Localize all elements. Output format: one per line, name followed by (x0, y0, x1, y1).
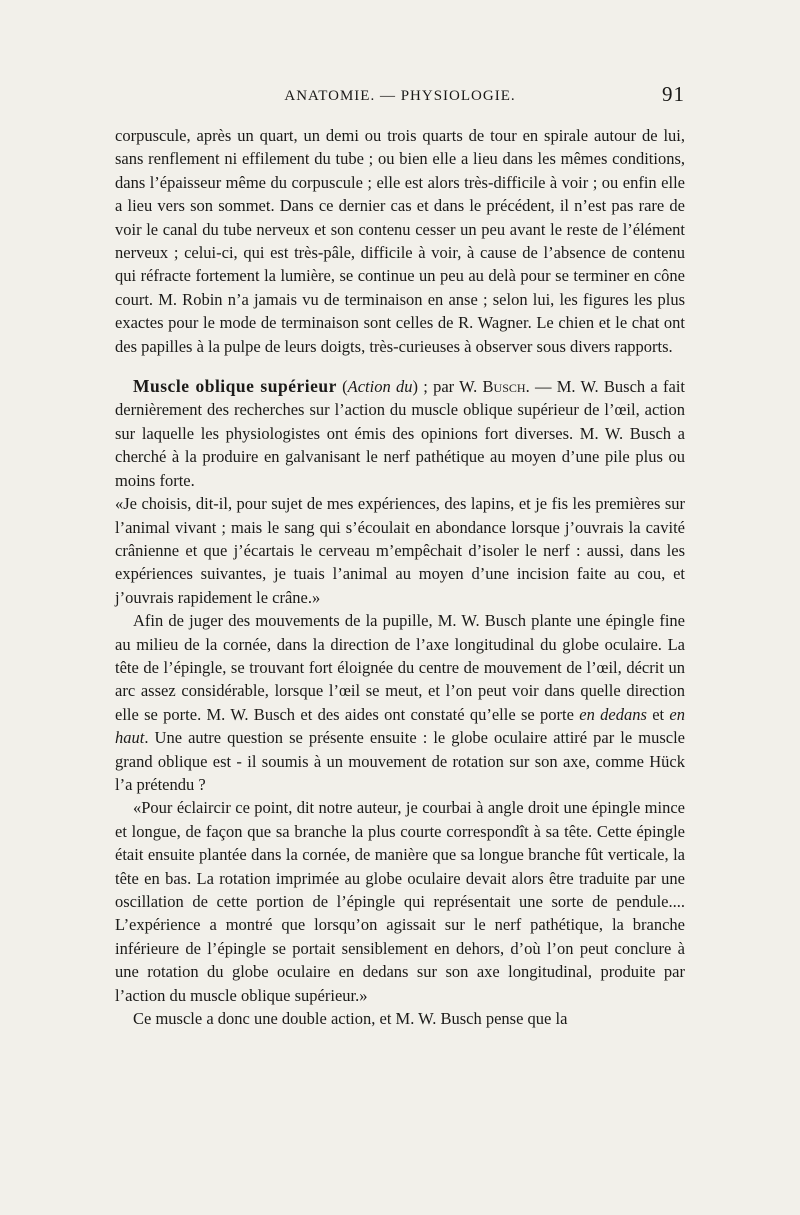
body-text (115, 124, 685, 1030)
italic-en-haut: en haut (115, 704, 685, 748)
page-number: 91 (662, 82, 685, 106)
paragraph-final: Ce muscle a donc une double action, et M. W. Busch pense que la (133, 1009, 568, 1029)
section-action-open: ( (336, 377, 348, 397)
running-head (115, 82, 685, 124)
paragraph-pupil (115, 609, 685, 796)
quote-paragraph-1: «Je choisis, dit-il, pour sujet de mes expériences, des lapins, et je fis les premières sur l’animal vivant ; mais le sang qui s’écoulait en abondance lorsque j’ouvrais la cavité crânienne et que j’écartais le cerveau m’empêchait d’isoler le nerf : aussi, dans les expériences suivantes, je tuais l’animal au moyen d’une incision faite au cou, et j’ouvrais rapidement le crâne.» (115, 494, 685, 607)
italic-en-dedans: en dedans (579, 704, 647, 724)
paragraph-continuation: corpuscule, après un quart, un demi ou trois quarts de tour en spirale autour de lui, sans renflement ni effilement du tube ; ou bien elle a lieu dans les mêmes conditions, dans l’épaisseur même du corpuscule ; elle est alors très-difficile à voir ; ou enfin elle a lieu vers son sommet. Dans ce dernier cas et dans le précédent, il n’est pas rare de voir le canal du tube nerveux et son contenu cesser un peu avant le reste de l’élément nerveux ; celui-ci, qui est très-pâle, difficile à voir, à cause de l’absence de contenu qui réfracte fortement la lumière, se continue un peu au delà pour se terminer en cône court. M. Robin n’a jamais vu de terminaison en anse ; selon lui, les figures les plus exactes pour le mode de terminaison sont celles de R. Wagner. Le chien et le chat ont des papilles à la pulpe de leurs doigts, très-curieuses à observer sous divers rapports. (115, 126, 685, 356)
section-paragraph (115, 375, 685, 492)
running-title: ANATOMIE. — PHYSIOLOGIE. (284, 88, 516, 104)
paragraph-pupil-middle: et (646, 704, 670, 724)
quote-paragraph-2: «Pour éclaircir ce point, dit notre auteur, je courbai à angle droit une épingle mince et longue, de façon que sa branche la plus courte correspondît à sa tête. Cette épingle était ensuite plantée dans la cornée, de manière que sa longue branche fût verticale, la tête en bas. La rotation imprimée au globe oculaire devait alors être traduite par une oscillation de cette portion de l’épingle qui représentait une sorte de pendule.... L’expérience a montré que lorsqu’on agissait sur le nerf pathétique, la branche inférieure de l’épingle se portait sensiblement en dehors, d’où l’on peut conclure à une rotation du globe oculaire en dedans sur son axe longitudinal, produite par l’action du muscle oblique supérieur.» (115, 798, 685, 1005)
section-action-italic: Action du (347, 377, 413, 397)
paragraph-pupil-before: Afin de juger des mouvements de la pupille, M. W. Busch plante une épingle fine au milieu de la cornée, dans la direction de l’axe longitudinal du globe oculaire. La tête de l’épingle, se trouvant fort éloignée du centre de mouvement de l’œil, décrit un arc assez considérable, lorsque l’œil se meut, et l’on peut voir dans quelle direction elle se porte. M. W. Busch et des aides ont constaté qu’elle se porte (115, 611, 685, 724)
section-author-period: . (525, 377, 530, 397)
section-body: — M. W. Busch a fait dernièrement des recherches sur l’action du muscle oblique supérieur de l’œil, action sur laquelle les physiologistes ont émis des opinions fort diverses. M. W. Busch a cherché à la produire en galvanisant le nerf pathétique au moyen d’une pile plus ou moins forte. (115, 377, 685, 490)
section-author: Busch (482, 377, 526, 397)
section-action-close: ) ; par W. (412, 377, 483, 397)
paragraph-pupil-after: . Une autre question se présente ensuite : le globe oculaire attiré par le muscle grand oblique est - il soumis à un mouvement de rotation sur son axe, comme Hück l’a prétendu ? (115, 728, 685, 794)
section-heading: Muscle oblique supérieur (133, 376, 337, 397)
